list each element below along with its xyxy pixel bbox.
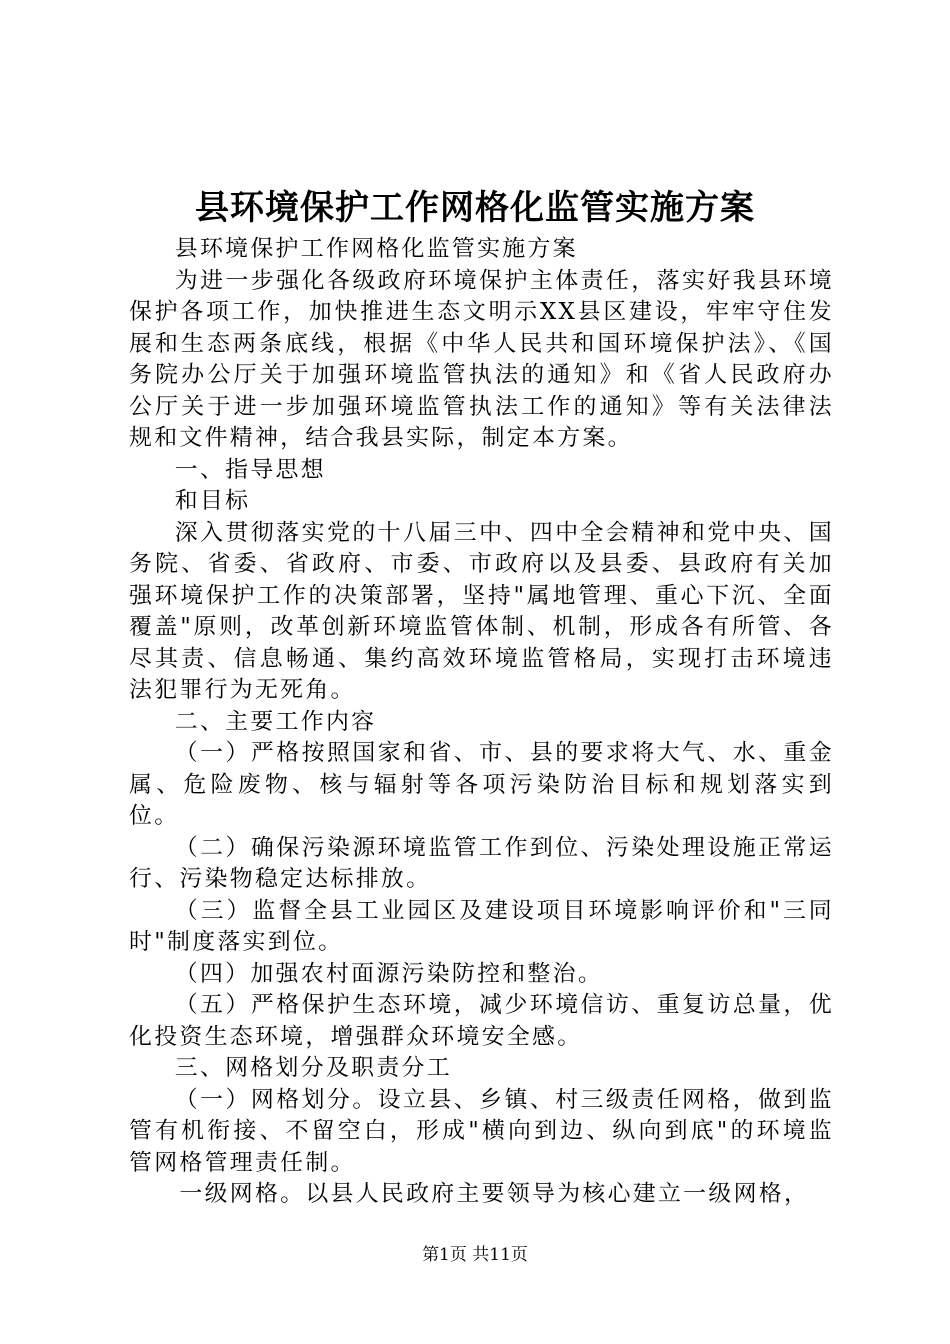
paragraph-work-item-5: （五）严格保护生态环境，减少环境信访、重复访总量，优化投资生态环境，增强群众环境安全感。 — [129, 992, 834, 1050]
heading-guiding-goal: 和目标 — [174, 488, 251, 514]
paragraph-first-level-grid: 一级网格。以县人民政府主要领导为核心建立一级网格， — [179, 1181, 810, 1207]
paragraph-work-item-3: （三）监督全县工业园区及建设项目环境影响评价和"三同时"制度落实到位。 — [129, 897, 834, 955]
page-number: 第1页 共11页 — [422, 1245, 528, 1265]
paragraph-intro: 为进一步强化各级政府环境保护主体责任，落实好我县环境保护各项工作，加快推进生态文明示XX县区建设，牢牢守住发展和生态两条底线，根据《中华人民共和国环境保护法》、《国务院办公厅关于加强环境监管执法的通知》和《省人民政府办公厅关于进一步加强环境监管执法工作的通知》等有关法律法规和文件精神，结合我县实际，制定本方案。 — [129, 267, 834, 451]
paragraph-work-item-1: （一）严格按照国家和省、市、县的要求将大气、水、重金属、危险废物、核与辐射等各项污染防治目标和规划落实到位。 — [129, 740, 834, 829]
paragraph-work-item-2: （二）确保污染源环境监管工作到位、污染处理设施正常运行、污染物稳定达标排放。 — [129, 834, 834, 892]
heading-grid-division: 三、网格划分及职责分工 — [174, 1055, 452, 1081]
heading-guiding-thought: 一、指导思想 — [174, 456, 326, 483]
paragraph-grid-division: （一）网格划分。设立县、乡镇、村三级责任网格，做到监管有机衔接、不留空白，形成"横向到边、纵向到底"的环境监管网格管理责任制。 — [129, 1086, 834, 1176]
paragraph-work-item-4: （四）加强农村面源污染防控和整治。 — [174, 960, 604, 987]
paragraph-guiding-content: 深入贯彻落实党的十八届三中、四中全会精神和党中央、国务院、省委、省政府、市委、市政府以及县委、县政府有关加强环境保护工作的决策部署，坚持"属地管理、重心下沉、全面覆盖"原则，改革创新环境监管体制、机制，形成各有所管、各尽其责、信息畅通、集约高效环境监管格局，实现打击环境违法犯罪行为无死角。 — [129, 519, 834, 703]
document-body — [129, 234, 834, 1211]
paragraph-subtitle: 县环境保护工作网格化监管实施方案 — [174, 236, 578, 262]
heading-main-work: 二、主要工作内容 — [174, 708, 377, 735]
document-title: 县环境保护工作网格化监管实施方案 — [195, 188, 755, 228]
